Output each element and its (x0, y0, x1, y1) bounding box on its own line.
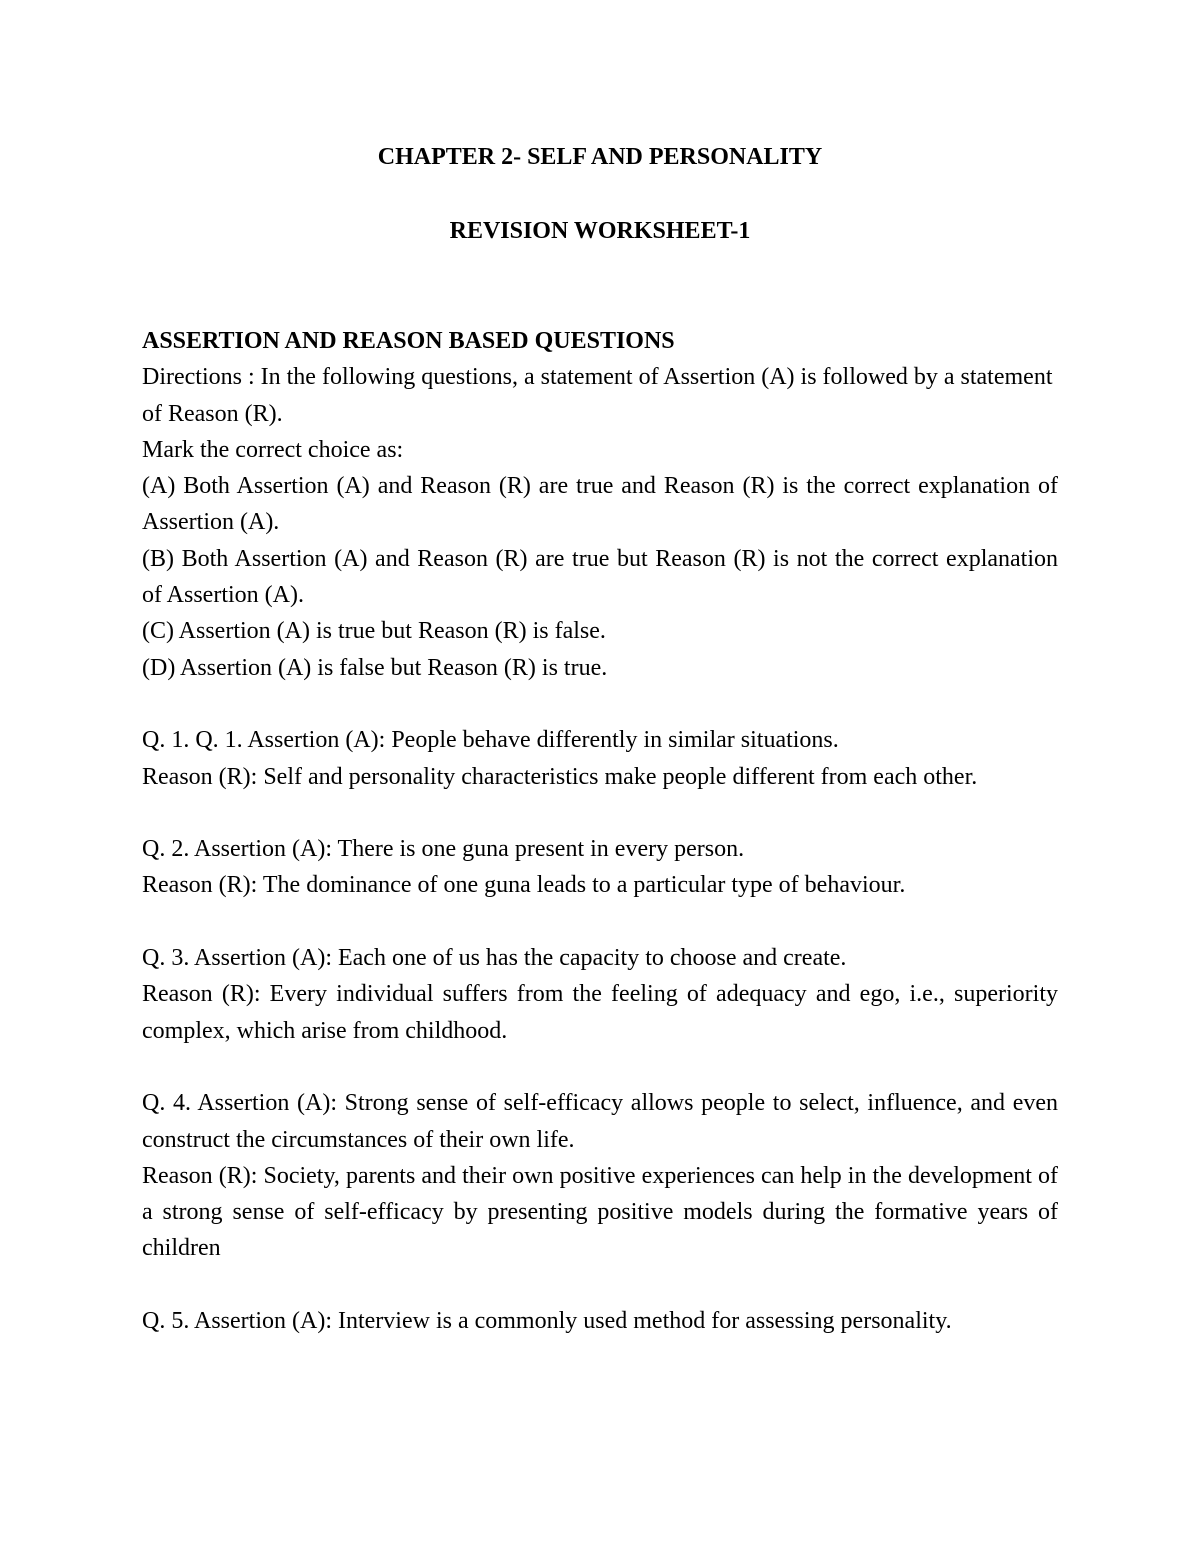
choice-option-c: (C) Assertion (A) is true but Reason (R) is false. (142, 618, 606, 645)
choice-option-a: (A) Both Assertion (A) and Reason (R) are true and Reason (R) is the correct explanation of Assertion (A). (142, 473, 1058, 536)
worksheet-body (142, 323, 1058, 1339)
mark-instruction: Mark the correct choice as: (142, 436, 404, 463)
question-4-assertion: Q. 4. Assertion (A): Strong sense of self-efficacy allows people to select, influence, and even construct the circumstances of their own life. (142, 1090, 1058, 1153)
question-1-reason: Reason (R): Self and personality characteristics make people different from each other. (142, 763, 978, 790)
chapter-title: CHAPTER 2- SELF AND PERSONALITY (377, 144, 823, 170)
choice-option-b: (B) Both Assertion (A) and Reason (R) are true but Reason (R) is not the correct explanation of Assertion (A). (142, 545, 1058, 609)
question-3-assertion: Q. 3. Assertion (A): Each one of us has the capacity to choose and create. (142, 945, 847, 972)
directions-text: Directions : In the following questions, a statement of Assertion (A) is followed by a statement of Reason (R). (142, 364, 1053, 427)
choice-option-d: (D) Assertion (A) is false but Reason (R) is true. (142, 654, 608, 681)
worksheet-title: REVISION WORKSHEET-1 (449, 218, 751, 244)
question-2-assertion: Q. 2. Assertion (A): There is one guna present in every person. (142, 836, 745, 863)
question-4-reason: Reason (R): Society, parents and their own positive experiences can help in the development of a strong sense of self-efficacy by presenting positive models during the formative years of children (142, 1162, 1058, 1262)
section-heading: ASSERTION AND REASON BASED QUESTIONS (142, 328, 675, 354)
question-2-reason: Reason (R): The dominance of one guna leads to a particular type of behaviour. (142, 872, 906, 899)
question-5-assertion: Q. 5. Assertion (A): Interview is a commonly used method for assessing personality. (142, 1308, 952, 1335)
question-1-assertion: Q. 1. Q. 1. Assertion (A): People behave differently in similar situations. (142, 727, 839, 754)
question-3-reason: Reason (R): Every individual suffers from the feeling of adequacy and ego, i.e., superiority complex, which arise from childhood. (142, 981, 1058, 1044)
